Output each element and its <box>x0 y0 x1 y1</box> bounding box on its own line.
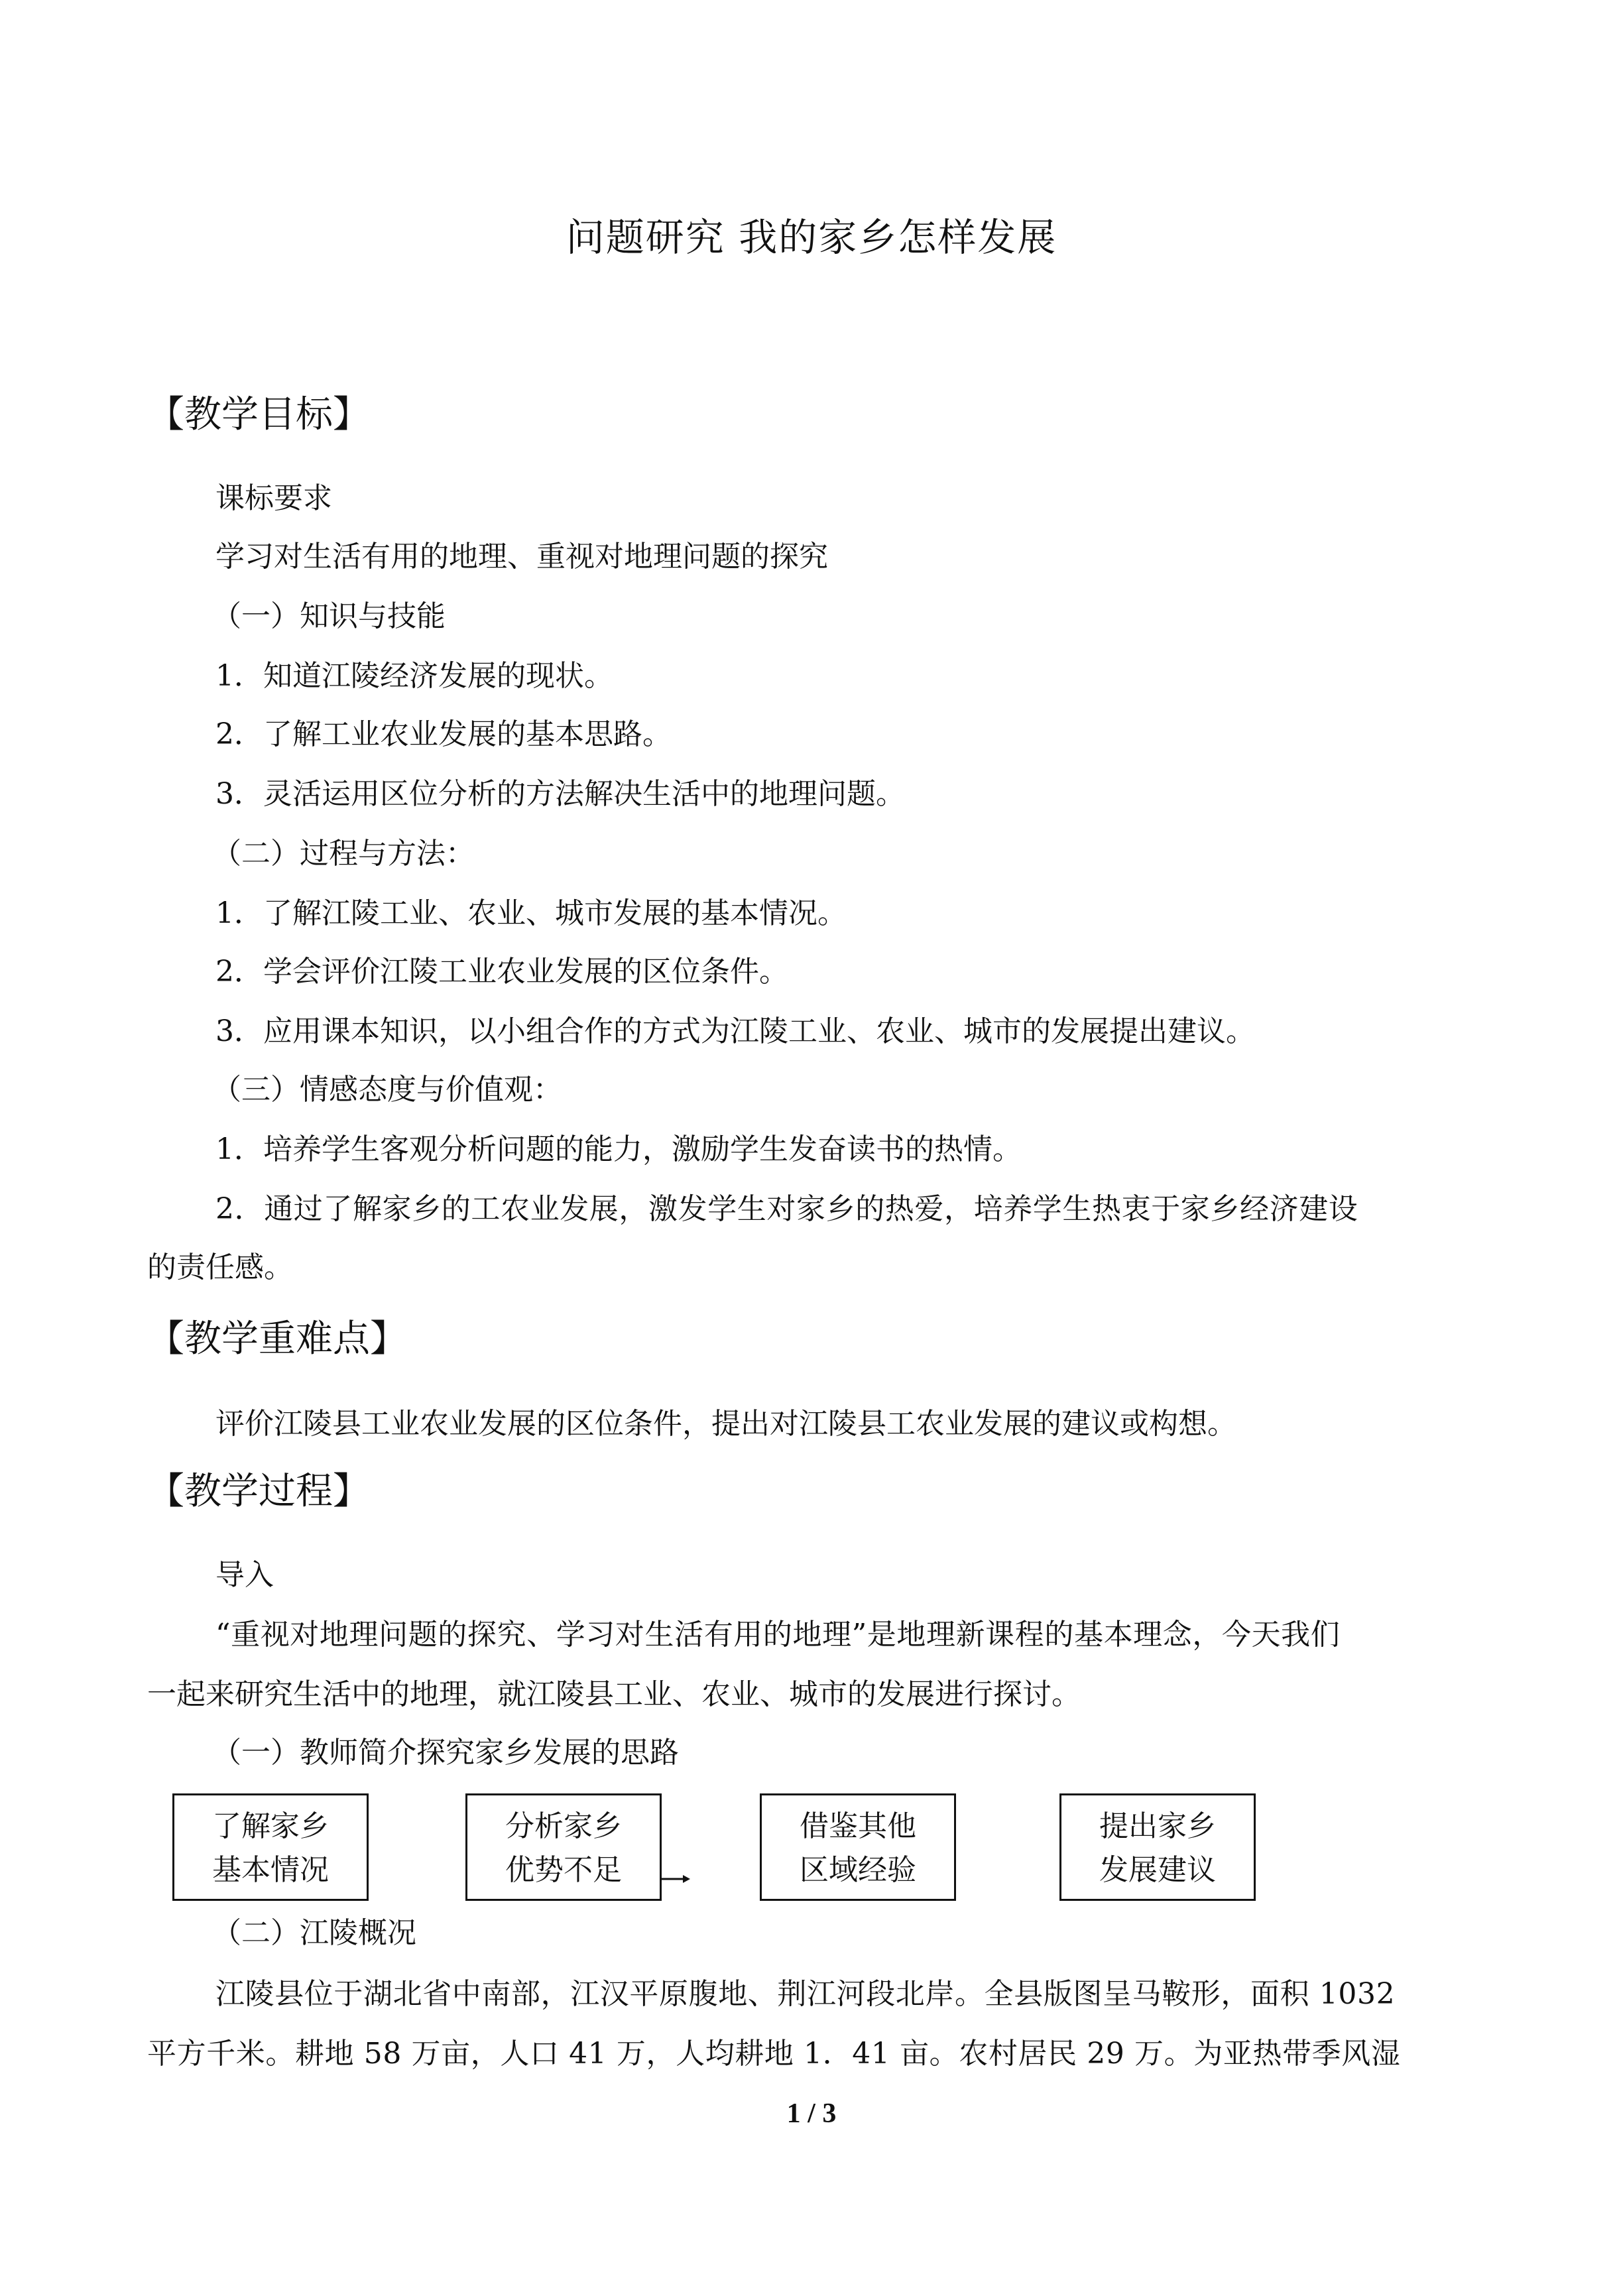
text-line: 一起来研究生活中的地理，就江陵县工业、农业、城市的发展进行探讨。 <box>147 1677 1081 1711</box>
page-number: 1 / 3 <box>786 2098 837 2129</box>
text-line: 1．知道江陵经济发展的现状。 <box>215 659 613 693</box>
flow-step-text: 借鉴其他 <box>800 1809 916 1843</box>
text-line: （一）知识与技能 <box>212 599 446 633</box>
flow-step-text: 了解家乡 <box>212 1809 329 1843</box>
text-line: （三）情感态度与价值观： <box>212 1073 562 1107</box>
section-heading-teaching-process: 【教学过程】 <box>147 1470 370 1513</box>
text-line: 江陵县位于湖北省中南部，江汉平原腹地、荆江河段北岸。全县版图呈马鞍形，面积 1032 <box>215 1977 1396 2011</box>
flow-step-box <box>760 1793 956 1901</box>
flow-step-box <box>1059 1793 1256 1901</box>
flow-step-text: 优势不足 <box>505 1853 622 1887</box>
text-line: 1．了解江陵工业、农业、城市发展的基本情况。 <box>215 896 847 930</box>
text-line: 课标要求 <box>215 481 332 515</box>
text-line: “重视对地理问题的探究、学习对生活有用的地理”是地理新课程的基本理念，今天我们 <box>215 1618 1341 1652</box>
arrow-right-icon <box>660 1872 691 1886</box>
text-line: 导入 <box>215 1558 274 1592</box>
flow-step-box <box>465 1793 662 1901</box>
section-heading-teaching-goals: 【教学目标】 <box>147 393 370 436</box>
flow-step-text: 区域经验 <box>800 1853 916 1887</box>
text-line: （二）江陵概况 <box>212 1916 416 1950</box>
text-line: 2．了解工业农业发展的基本思路。 <box>215 717 672 751</box>
text-line: 3．应用课本知识，以小组合作的方式为江陵工业、农业、城市的发展提出建议。 <box>215 1014 1255 1048</box>
section-heading-key-points: 【教学重难点】 <box>147 1317 407 1360</box>
text-line: 2．通过了解家乡的工农业发展，激发学生对家乡的热爱，培养学生热衷于家乡经济建设 <box>215 1192 1358 1226</box>
flow-step-box <box>172 1793 369 1901</box>
flow-step-text: 基本情况 <box>212 1853 329 1887</box>
text-line: 学习对生活有用的地理、重视对地理问题的探究 <box>215 540 828 574</box>
text-line: 3．灵活运用区位分析的方法解决生活中的地理问题。 <box>215 777 905 811</box>
flow-step-text: 提出家乡 <box>1099 1809 1216 1843</box>
flow-step-text: 分析家乡 <box>505 1809 622 1843</box>
text-line: 平方千米。耕地 58 万亩，人口 41 万，人均耕地 1．41 亩。农村居民 29 万。为亚热带季风湿 <box>147 2037 1401 2071</box>
text-line: 评价江陵县工业农业发展的区位条件，提出对江陵县工农业发展的建议或构想。 <box>215 1407 1236 1441</box>
text-line: 的责任感。 <box>147 1250 293 1284</box>
page-title: 问题研究 我的家乡怎样发展 <box>566 215 1057 260</box>
text-line: （二）过程与方法： <box>212 837 475 871</box>
flow-step-text: 发展建议 <box>1099 1853 1216 1887</box>
text-line: 2．学会评价江陵工业农业发展的区位条件。 <box>215 955 788 989</box>
text-line: （一）教师简介探究家乡发展的思路 <box>212 1736 679 1770</box>
text-line: 1．培养学生客观分析问题的能力，激励学生发奋读书的热情。 <box>215 1132 1022 1166</box>
